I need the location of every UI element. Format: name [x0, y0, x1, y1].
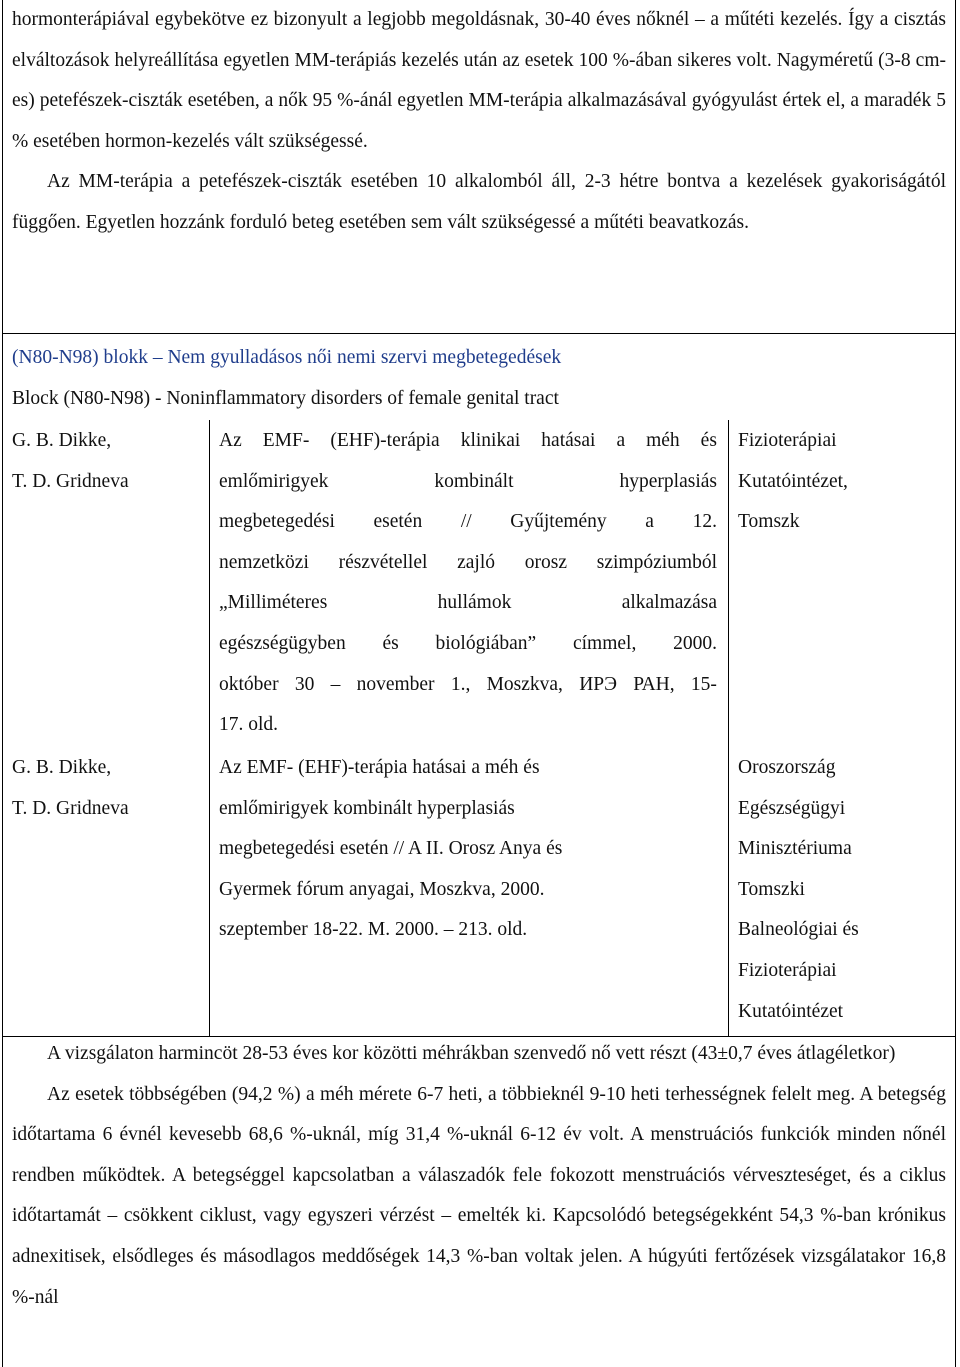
intro-paragraph-1: hormonterápiával egybekötve ez bizonyult a legjobb megoldásnak, 30-40 éves nőknél – a műtéti kezelés. Így a cisztás elváltozások helyreállítása egyetlen MM-terápiás kezelés után az esetek 100 %-ában sikeres volt. Nagyméretű (3-8 cm-es) petefészek-ciszták esetében, a nők 95 %-ánál egyetlen MM-terápia alkalmazásával gyógyulást értek el, a maradék 5 % esetében hormon-kezelés vált szükségessé. [12, 9, 946, 152]
entry-2-institution-line: Balneológiai és [738, 919, 859, 941]
entry-1-authors [12, 421, 202, 502]
entry-1-citation-line: emlőmirigyek kombinált hyperplasiás [219, 470, 717, 492]
entry-1-citation-line: 17. old. [219, 714, 279, 736]
intro-text [12, 0, 946, 244]
intro-paragraph-2: Az MM-terápia a petefészek-ciszták esetében 10 alkalomból áll, 2-3 hétre bontva a kezelések gyakoriságától függően. Egyetlen hozzánk forduló beteg esetében sem vált szükségessé a műtéti beavatkozás. [12, 171, 946, 233]
frame-left-rule [2, 0, 3, 1367]
entry-2-institution-line: Oroszország [738, 757, 836, 778]
entry-2-citation-line: Gyermek fórum anyagai, Moszkva, 2000. [219, 878, 545, 900]
entry-1-citation-line: Az EMF- (EHF)-terápia klinikai hatásai a méh és [219, 430, 717, 451]
column-rule-2 [728, 420, 729, 1037]
entry-1-citation-line: egészségügyben és biológiában” címmel, 2000. [219, 632, 717, 654]
section-title-hu: (N80-N98) blokk – Nem gyulladásos női nemi szervi megbetegedések [12, 347, 562, 368]
entry-2-institution-line: Tomszki [738, 878, 805, 900]
entry-1-institution-line: Tomszk [738, 511, 800, 533]
column-rule-1 [209, 420, 210, 1037]
findings-paragraph-2: Az esetek többségében (94,2 %) a méh mérete 6-7 heti, a többieknél 9-10 heti terhességnek felelt meg. A betegség időtartama 6 évnél kevesebb 68,6 %-uknál, míg 31,4 %-uknál 6-12 év volt. A menstruációs funkciók minden nőnél rendben működtek. A betegséggel kapcsolatban a válaszadók fele fokozott menstruációs vérveszteséget, és a ciklus időtartamát – csökkent ciklust, vagy egyszeri vérzést – emelték ki. Kapcsolódó betegségekként 54,3 %-ban krónikus adnexitisek, elsődleges és másodlagos meddőségek 14,3 %-ban voltak jelen. A húgyúti fertőzések vizsgálatakor 16,8 %-nál [12, 1083, 946, 1308]
entry-2-institution-line: Minisztériuma [738, 838, 852, 860]
entry-1-citation-line: nemzetközi részvétellel zajló orosz szimpóziumból [219, 551, 717, 573]
entry-2-authors [12, 748, 202, 829]
entry-1-institution-line: Kutatóintézet, [738, 470, 848, 492]
entry-1-institution [738, 421, 948, 543]
findings-paragraph-1: A vizsgálaton harmincöt 28-53 éves kor közötti méhrákban szenvedő nő vett részt (43±0,7 éves átlagéletkor) [47, 1043, 896, 1064]
entry-1-citation-line: október 30 – november 1., Moszkva, ИРЭ РАН, 15- [219, 673, 717, 695]
entry-2-author-line: T. D. Gridneva [12, 797, 129, 819]
entry-2-institution-line: Egészségügyi [738, 797, 846, 819]
entry-1-author-line: G. B. Dikke, [12, 430, 112, 451]
entry-2-citation [219, 748, 717, 951]
entry-2-institution-line: Fizioterápiai [738, 959, 837, 981]
entry-2-citation-line: szeptember 18-22. M. 2000. – 213. old. [219, 919, 528, 941]
entry-1-citation-line: megbetegedési esetén // Gyűjtemény a 12. [219, 511, 717, 533]
entry-1-author-line: T. D. Gridneva [12, 470, 129, 492]
frame-right-rule [955, 0, 956, 1367]
entry-2-citation-line: megbetegedési esetén // A II. Orosz Anya és [219, 838, 563, 860]
findings-text [12, 1034, 946, 1318]
entry-2-citation-line: Az EMF- (EHF)-terápia hatásai a méh és [219, 757, 540, 778]
entry-1-institution-line: Fizioterápiai [738, 430, 837, 451]
entry-2-institution-line: Kutatóintézet [738, 1000, 844, 1022]
entry-2-institution [738, 748, 948, 1032]
section-title-en: Block (N80-N98) - Noninflammatory disorders of female genital tract [12, 387, 559, 409]
section-top-rule [2, 333, 956, 334]
section-heading [12, 338, 946, 419]
entry-1-citation [219, 421, 717, 746]
entry-2-citation-line: emlőmirigyek kombinált hyperplasiás [219, 797, 515, 819]
entry-1-citation-line: „Milliméteres hullámok alkalmazása [219, 592, 717, 614]
entry-2-author-line: G. B. Dikke, [12, 757, 112, 778]
